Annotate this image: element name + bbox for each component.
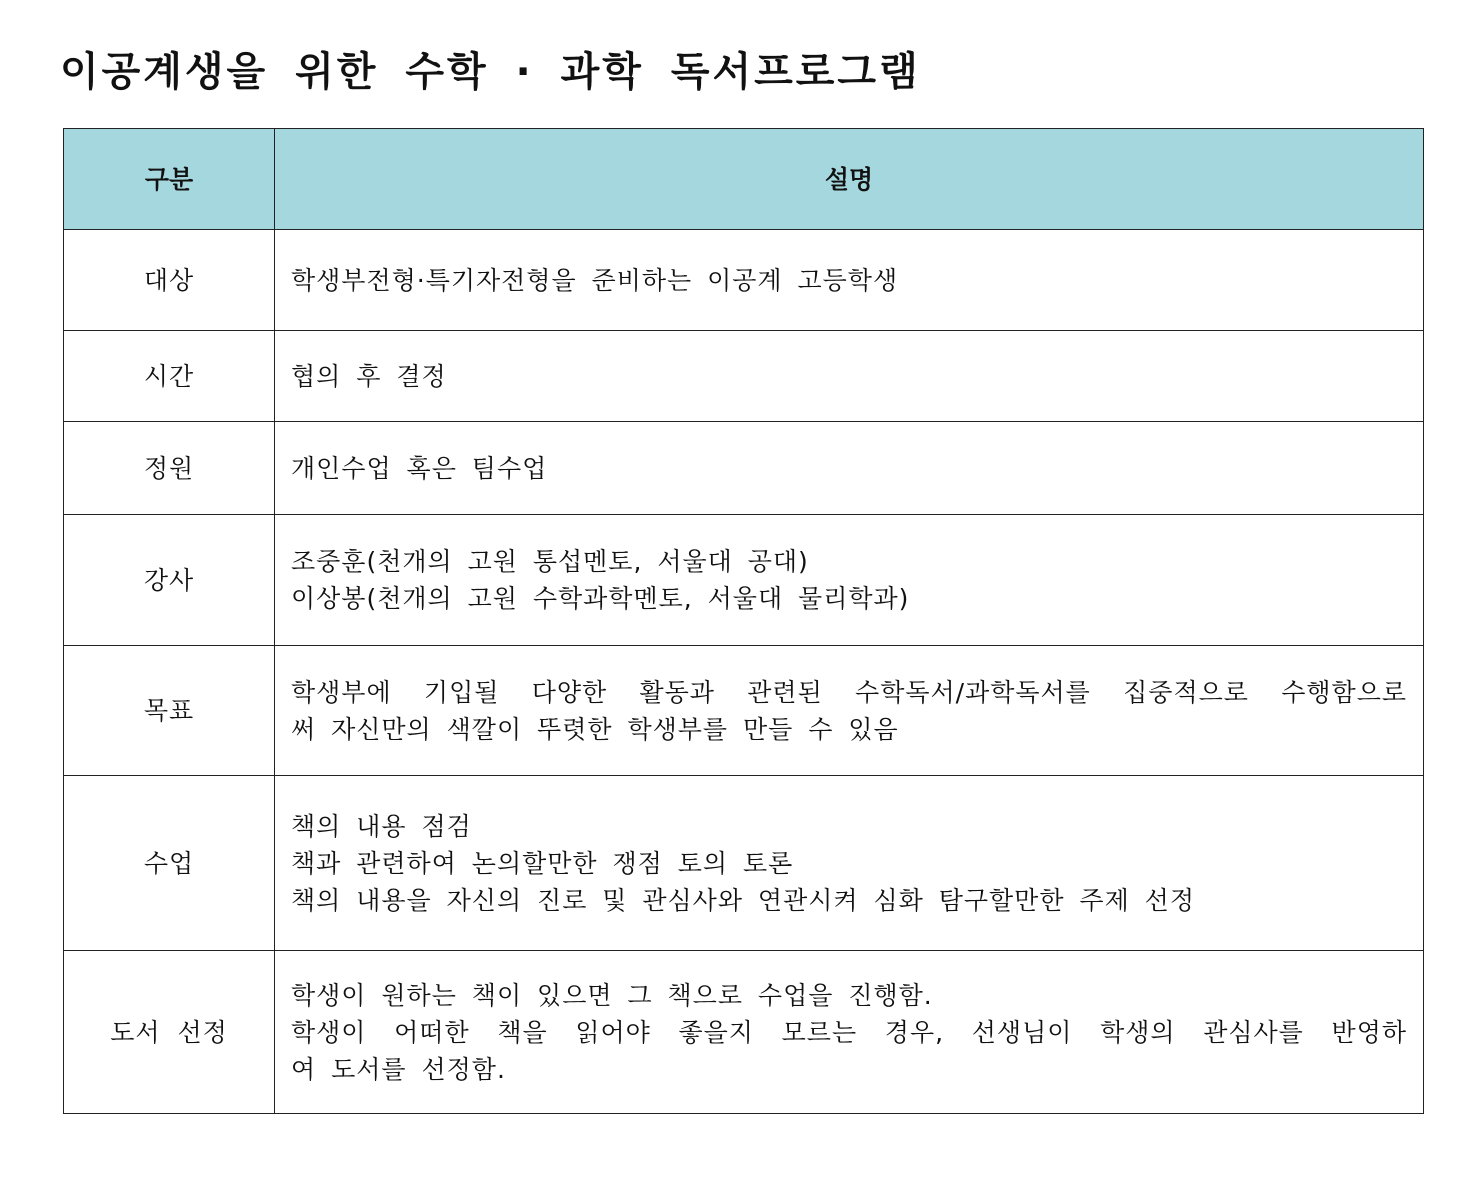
table-row-instructors (64, 515, 1424, 646)
description-line: 써 자신만의 색깔이 뚜렷한 학생부를 만들 수 있음 (291, 714, 899, 744)
description-line: 학생부전형·특기자전형을 준비하는 이공계 고등학생 (291, 265, 899, 295)
description-line: 학생이 어떠한 책을 읽어야 좋을지 모르는 경우, 선생님이 학생의 관심사를 반영하 (291, 1017, 1407, 1047)
description-line: 책과 관련하여 논의할만한 쟁점 토의 토론 (291, 848, 794, 878)
row-category (64, 331, 275, 422)
row-description (275, 646, 1424, 776)
description-line: 학생부에 기입될 다양한 활동과 관련된 수학독서/과학독서를 집중적으로 수행함으로 (291, 677, 1407, 707)
category-label: 도서 선정 (110, 1017, 228, 1047)
description-line: 책의 내용을 자신의 진로 및 관심사와 연관시켜 심화 탐구할만한 주제 선정 (291, 885, 1195, 915)
description-line: 책의 내용 점검 (291, 811, 472, 841)
description-line: 여 도서를 선정함. (291, 1054, 506, 1084)
category-label: 수업 (143, 848, 195, 878)
table-row-book-selection (64, 951, 1424, 1114)
row-category (64, 515, 275, 646)
description-line: 조중훈(천개의 고원 통섭멘토, 서울대 공대) (291, 547, 809, 576)
row-category (64, 646, 275, 776)
row-description (275, 422, 1424, 515)
table-row-capacity (64, 422, 1424, 515)
category-label: 강사 (143, 565, 195, 595)
row-description (275, 230, 1424, 331)
row-category (64, 776, 275, 951)
row-description (275, 515, 1424, 646)
category-label: 대상 (143, 265, 195, 295)
header-category: 구분 (64, 129, 275, 230)
table-row-class (64, 776, 1424, 951)
page-title: 이공계생을 위한 수학 · 과학 독서프로그램 (60, 49, 921, 95)
row-category (64, 951, 275, 1114)
row-category (64, 230, 275, 331)
row-description (275, 776, 1424, 951)
category-label: 정원 (143, 453, 195, 483)
table-row-goal (64, 646, 1424, 776)
category-label: 시간 (143, 361, 195, 391)
description-line: 학생이 원하는 책이 있으면 그 책으로 수업을 진행함. (291, 980, 933, 1010)
description-line: 협의 후 결정 (291, 361, 447, 391)
table-header-row (64, 129, 1424, 230)
table-row-time (64, 331, 1424, 422)
header-description: 설명 (275, 129, 1424, 230)
table-row-target (64, 230, 1424, 331)
row-description (275, 951, 1424, 1114)
category-label: 목표 (143, 696, 195, 725)
row-category (64, 422, 275, 515)
row-description (275, 331, 1424, 422)
description-line: 이상봉(천개의 고원 수학과학멘토, 서울대 물리학과) (291, 584, 910, 613)
program-table (63, 128, 1424, 1114)
description-line: 개인수업 혹은 팀수업 (291, 453, 548, 483)
